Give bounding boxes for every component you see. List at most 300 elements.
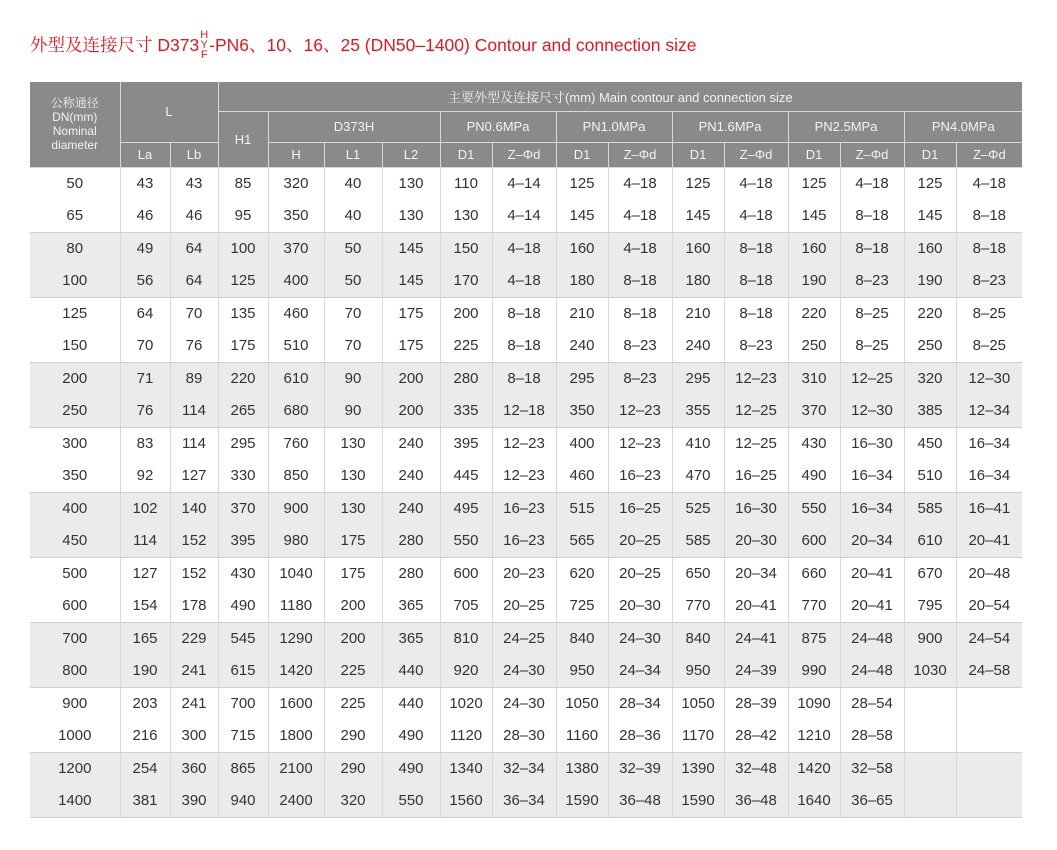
table-cell: 12–30: [956, 362, 1022, 395]
title-suffix: -PN6、10、16、25 (DN50–1400) Contour and connection size: [209, 35, 697, 55]
table-cell: 250: [788, 330, 840, 363]
table-cell: 16–34: [840, 460, 904, 493]
table-body: [30, 167, 1022, 817]
table-cell: 8–23: [608, 330, 672, 363]
header-h: H: [268, 142, 324, 167]
table-cell: 715: [218, 720, 268, 753]
table-cell: 32–39: [608, 752, 672, 785]
table-cell: 46: [120, 200, 170, 233]
table-cell: 700: [30, 622, 120, 655]
table-cell: 24–41: [724, 622, 788, 655]
table-cell: 4–18: [608, 232, 672, 265]
table-cell: 4–18: [840, 167, 904, 200]
table-cell: 24–54: [956, 622, 1022, 655]
table-cell: 28–36: [608, 720, 672, 753]
table-cell: 125: [556, 167, 608, 200]
header-pn1.6: PN1.6MPa: [672, 111, 788, 142]
table-cell: 585: [904, 492, 956, 525]
table-cell: 4–18: [956, 167, 1022, 200]
table-cell: 1640: [788, 785, 840, 818]
table-cell: 175: [324, 557, 382, 590]
table-cell: 229: [170, 622, 218, 655]
table-cell: 615: [218, 655, 268, 688]
table-cell: 370: [268, 232, 324, 265]
table-cell: 800: [30, 655, 120, 688]
table-cell: 200: [324, 590, 382, 623]
table-cell: 190: [788, 265, 840, 298]
table-cell: 145: [672, 200, 724, 233]
table-row: [30, 232, 1022, 265]
table-cell: 200: [382, 395, 440, 428]
table-cell: 50: [324, 265, 382, 298]
table-cell: 125: [30, 297, 120, 330]
table-cell: 125: [218, 265, 268, 298]
table-cell: 550: [440, 525, 492, 558]
table-cell: 170: [440, 265, 492, 298]
table-cell: 24–25: [492, 622, 556, 655]
table-cell: 490: [382, 752, 440, 785]
table-cell: 8–18: [956, 232, 1022, 265]
table-cell: 210: [672, 297, 724, 330]
table-cell: 705: [440, 590, 492, 623]
table-cell: 240: [382, 492, 440, 525]
table-cell: 125: [904, 167, 956, 200]
table-cell: 1050: [556, 687, 608, 720]
table-cell: 240: [382, 460, 440, 493]
table-cell: 8–18: [840, 232, 904, 265]
table-cell: 295: [218, 427, 268, 460]
header-d1: D1: [440, 142, 492, 167]
table-cell: 365: [382, 590, 440, 623]
table-cell: 760: [268, 427, 324, 460]
table-cell: 900: [268, 492, 324, 525]
table-cell: 12–23: [492, 460, 556, 493]
table-cell: 80: [30, 232, 120, 265]
header-z-phid: Z–Φd: [608, 142, 672, 167]
table-cell: 300: [170, 720, 218, 753]
table-cell: 175: [382, 297, 440, 330]
table-cell: 130: [440, 200, 492, 233]
table-cell: 8–23: [840, 265, 904, 298]
table-cell: 130: [382, 200, 440, 233]
table-cell: 8–18: [840, 200, 904, 233]
header-z-phid: Z–Φd: [724, 142, 788, 167]
table-row: [30, 720, 1022, 753]
table-cell: 145: [556, 200, 608, 233]
table-cell: 83: [120, 427, 170, 460]
table-cell: [956, 752, 1022, 785]
table-cell: 28–54: [840, 687, 904, 720]
table-cell: 450: [904, 427, 956, 460]
table-cell: 135: [218, 297, 268, 330]
table-cell: 8–23: [956, 265, 1022, 298]
table-cell: 430: [788, 427, 840, 460]
table-cell: 445: [440, 460, 492, 493]
table-cell: 370: [788, 395, 840, 428]
table-cell: 20–23: [492, 557, 556, 590]
table-cell: 1380: [556, 752, 608, 785]
table-cell: 28–42: [724, 720, 788, 753]
table-row: [30, 525, 1022, 558]
table-row: [30, 752, 1022, 785]
table-cell: 220: [788, 297, 840, 330]
table-row: [30, 655, 1022, 688]
table-cell: 145: [382, 232, 440, 265]
table-cell: 160: [788, 232, 840, 265]
table-cell: 365: [382, 622, 440, 655]
table-cell: 355: [672, 395, 724, 428]
header-d1: D1: [672, 142, 724, 167]
table-cell: 250: [904, 330, 956, 363]
table-cell: 254: [120, 752, 170, 785]
table-cell: 940: [218, 785, 268, 818]
table-cell: 550: [788, 492, 840, 525]
table-cell: 600: [440, 557, 492, 590]
table-cell: 400: [556, 427, 608, 460]
table-cell: 16–30: [840, 427, 904, 460]
table-cell: 152: [170, 557, 218, 590]
table-cell: 650: [672, 557, 724, 590]
table-row: [30, 785, 1022, 818]
table-cell: 92: [120, 460, 170, 493]
table-cell: 360: [170, 752, 218, 785]
table-row: [30, 622, 1022, 655]
table-cell: 280: [440, 362, 492, 395]
table-cell: 20–30: [724, 525, 788, 558]
table-cell: 395: [440, 427, 492, 460]
table-cell: 114: [170, 395, 218, 428]
table-cell: 43: [120, 167, 170, 200]
table-cell: 16–30: [724, 492, 788, 525]
table-cell: 4–18: [608, 167, 672, 200]
table-cell: 290: [324, 752, 382, 785]
table-cell: [904, 687, 956, 720]
header-la: La: [120, 142, 170, 167]
table-cell: 1340: [440, 752, 492, 785]
table-cell: 545: [218, 622, 268, 655]
table-cell: 160: [904, 232, 956, 265]
table-row: [30, 492, 1022, 525]
table-cell: 381: [120, 785, 170, 818]
table-cell: 610: [268, 362, 324, 395]
table-cell: 70: [120, 330, 170, 363]
table-cell: 370: [218, 492, 268, 525]
table-row: [30, 265, 1022, 298]
table-cell: 490: [218, 590, 268, 623]
table-cell: 241: [170, 687, 218, 720]
table-cell: 470: [672, 460, 724, 493]
table-row: [30, 590, 1022, 623]
table-cell: 410: [672, 427, 724, 460]
table-cell: 8–25: [956, 297, 1022, 330]
table-cell: 460: [268, 297, 324, 330]
table-cell: 24–30: [608, 622, 672, 655]
table-cell: 130: [382, 167, 440, 200]
table-cell: 310: [788, 362, 840, 395]
table-row: [30, 427, 1022, 460]
table-cell: 12–25: [724, 427, 788, 460]
table-cell: 4–18: [608, 200, 672, 233]
table-cell: 102: [120, 492, 170, 525]
table-cell: 795: [904, 590, 956, 623]
table-cell: 8–18: [608, 265, 672, 298]
table-cell: 175: [218, 330, 268, 363]
header-main-contour: 主要外型及连接尺寸(mm) Main contour and connection size: [218, 82, 1022, 111]
table-cell: 180: [556, 265, 608, 298]
table-cell: 450: [30, 525, 120, 558]
table-cell: 152: [170, 525, 218, 558]
table-cell: 1420: [788, 752, 840, 785]
header-l2: L2: [382, 142, 440, 167]
table-cell: 24–58: [956, 655, 1022, 688]
table-cell: 24–39: [724, 655, 788, 688]
table-cell: 36–48: [608, 785, 672, 818]
table-cell: 36–65: [840, 785, 904, 818]
table-cell: 16–34: [840, 492, 904, 525]
table-cell: 500: [30, 557, 120, 590]
table-cell: 154: [120, 590, 170, 623]
table-cell: 20–41: [840, 557, 904, 590]
table-cell: 28–58: [840, 720, 904, 753]
table-row: [30, 297, 1022, 330]
table-cell: 190: [904, 265, 956, 298]
header-pn4.0: PN4.0MPa: [904, 111, 1022, 142]
table-cell: 127: [120, 557, 170, 590]
table-cell: 145: [904, 200, 956, 233]
table-cell: 400: [30, 492, 120, 525]
table-cell: 1390: [672, 752, 724, 785]
table-cell: 175: [324, 525, 382, 558]
table-cell: 200: [440, 297, 492, 330]
header-z-phid: Z–Φd: [956, 142, 1022, 167]
table-cell: 515: [556, 492, 608, 525]
table-cell: 8–18: [492, 330, 556, 363]
table-cell: 920: [440, 655, 492, 688]
table-cell: 28–39: [724, 687, 788, 720]
table-cell: 70: [324, 330, 382, 363]
table-cell: 145: [382, 265, 440, 298]
table-cell: 178: [170, 590, 218, 623]
table-cell: 125: [788, 167, 840, 200]
table-cell: 16–23: [608, 460, 672, 493]
table-cell: 225: [324, 687, 382, 720]
table-cell: 395: [218, 525, 268, 558]
table-cell: 110: [440, 167, 492, 200]
table-cell: 71: [120, 362, 170, 395]
header-d1: D1: [788, 142, 840, 167]
table-cell: 240: [556, 330, 608, 363]
table-cell: 100: [30, 265, 120, 298]
table-cell: 125: [672, 167, 724, 200]
table-cell: 160: [672, 232, 724, 265]
table-cell: 20–48: [956, 557, 1022, 590]
table-cell: 175: [382, 330, 440, 363]
table-cell: 95: [218, 200, 268, 233]
table-cell: 350: [30, 460, 120, 493]
table-cell: 610: [904, 525, 956, 558]
table-cell: 24–48: [840, 622, 904, 655]
header-l: L: [120, 82, 218, 142]
table-cell: 430: [218, 557, 268, 590]
table-cell: 90: [324, 395, 382, 428]
table-cell: 8–25: [956, 330, 1022, 363]
table-cell: 950: [672, 655, 724, 688]
table-cell: 20–25: [608, 557, 672, 590]
table-cell: 280: [382, 525, 440, 558]
table-cell: 8–18: [492, 362, 556, 395]
header-d373h: D373H: [268, 111, 440, 142]
table-cell: 4–18: [724, 167, 788, 200]
header-nominal-diameter: 公称通径 DN(mm) Nominal diameter: [30, 82, 120, 167]
table-cell: 1050: [672, 687, 724, 720]
table-cell: 900: [904, 622, 956, 655]
table-cell: 990: [788, 655, 840, 688]
table-cell: 130: [324, 492, 382, 525]
table-cell: 20–25: [492, 590, 556, 623]
header-pn0.6: PN0.6MPa: [440, 111, 556, 142]
table-cell: 20–54: [956, 590, 1022, 623]
table-cell: 4–18: [724, 200, 788, 233]
header-pn2.5: PN2.5MPa: [788, 111, 904, 142]
table-cell: 1590: [556, 785, 608, 818]
table-cell: 900: [30, 687, 120, 720]
table-cell: 203: [120, 687, 170, 720]
table-cell: 36–48: [724, 785, 788, 818]
table-cell: 390: [170, 785, 218, 818]
table-row: [30, 200, 1022, 233]
table-cell: 660: [788, 557, 840, 590]
table-cell: 28–30: [492, 720, 556, 753]
table-cell: 20–25: [608, 525, 672, 558]
table-cell: 320: [904, 362, 956, 395]
table-cell: 600: [788, 525, 840, 558]
table-cell: 190: [120, 655, 170, 688]
table-cell: 12–23: [492, 427, 556, 460]
table-cell: 1030: [904, 655, 956, 688]
table-cell: 8–18: [608, 297, 672, 330]
table-cell: 295: [556, 362, 608, 395]
table-cell: 8–25: [840, 297, 904, 330]
title-prefix: 外型及连接尺寸 D373: [30, 35, 200, 55]
table-cell: 565: [556, 525, 608, 558]
table-cell: 12–23: [608, 427, 672, 460]
table-cell: 114: [120, 525, 170, 558]
table-cell: 1200: [30, 752, 120, 785]
header-d1: D1: [904, 142, 956, 167]
header-lb: Lb: [170, 142, 218, 167]
table-cell: 200: [382, 362, 440, 395]
table-cell: 12–25: [724, 395, 788, 428]
table-cell: 4–18: [492, 265, 556, 298]
table-cell: 50: [30, 167, 120, 200]
table-cell: 140: [170, 492, 218, 525]
table-cell: 40: [324, 167, 382, 200]
table-cell: 320: [268, 167, 324, 200]
table-cell: 8–23: [608, 362, 672, 395]
table-cell: 127: [170, 460, 218, 493]
table-cell: 40: [324, 200, 382, 233]
table-cell: 36–34: [492, 785, 556, 818]
table-cell: 840: [556, 622, 608, 655]
table-cell: 810: [440, 622, 492, 655]
table-cell: 32–48: [724, 752, 788, 785]
table-cell: 670: [904, 557, 956, 590]
table-cell: 241: [170, 655, 218, 688]
table-row: [30, 557, 1022, 590]
table-cell: 24–48: [840, 655, 904, 688]
table-cell: 8–18: [956, 200, 1022, 233]
table-cell: 180: [672, 265, 724, 298]
table-cell: 12–23: [608, 395, 672, 428]
table-cell: 24–30: [492, 655, 556, 688]
table-cell: 8–23: [724, 330, 788, 363]
table-cell: 980: [268, 525, 324, 558]
table-cell: [956, 785, 1022, 818]
table-cell: 240: [672, 330, 724, 363]
table-cell: 4–14: [492, 167, 556, 200]
table-cell: 460: [556, 460, 608, 493]
table-cell: 1400: [30, 785, 120, 818]
table-cell: 12–34: [956, 395, 1022, 428]
table-cell: 16–25: [608, 492, 672, 525]
table-cell: 510: [268, 330, 324, 363]
table-cell: 495: [440, 492, 492, 525]
table-row: [30, 330, 1022, 363]
table-cell: 24–30: [492, 687, 556, 720]
table-cell: [904, 785, 956, 818]
table-cell: 1160: [556, 720, 608, 753]
table-cell: 280: [382, 557, 440, 590]
table-cell: 200: [30, 362, 120, 395]
table-cell: 43: [170, 167, 218, 200]
table-cell: 1800: [268, 720, 324, 753]
table-cell: 165: [120, 622, 170, 655]
table-cell: 490: [788, 460, 840, 493]
table-cell: 70: [324, 297, 382, 330]
table-cell: 8–18: [724, 297, 788, 330]
table-cell: 85: [218, 167, 268, 200]
table-cell: 56: [120, 265, 170, 298]
table-cell: 725: [556, 590, 608, 623]
table-cell: 12–18: [492, 395, 556, 428]
table-cell: 585: [672, 525, 724, 558]
table-cell: 64: [170, 265, 218, 298]
table-cell: 16–34: [956, 427, 1022, 460]
table-cell: 2400: [268, 785, 324, 818]
table-cell: 20–34: [840, 525, 904, 558]
table-row: [30, 460, 1022, 493]
table-cell: 90: [324, 362, 382, 395]
table-cell: 50: [324, 232, 382, 265]
table-cell: 8–18: [724, 232, 788, 265]
table-cell: 200: [324, 622, 382, 655]
table-cell: 490: [382, 720, 440, 753]
table-cell: 840: [672, 622, 724, 655]
table-cell: 16–23: [492, 492, 556, 525]
table-cell: 950: [556, 655, 608, 688]
table-cell: 12–25: [840, 362, 904, 395]
table-cell: 64: [170, 232, 218, 265]
table-cell: 1120: [440, 720, 492, 753]
table-cell: 145: [788, 200, 840, 233]
table-cell: [904, 752, 956, 785]
table-cell: 220: [904, 297, 956, 330]
table-cell: 16–25: [724, 460, 788, 493]
table-cell: 20–41: [840, 590, 904, 623]
table-cell: 76: [120, 395, 170, 428]
header-z-phid: Z–Φd: [840, 142, 904, 167]
table-cell: 1290: [268, 622, 324, 655]
